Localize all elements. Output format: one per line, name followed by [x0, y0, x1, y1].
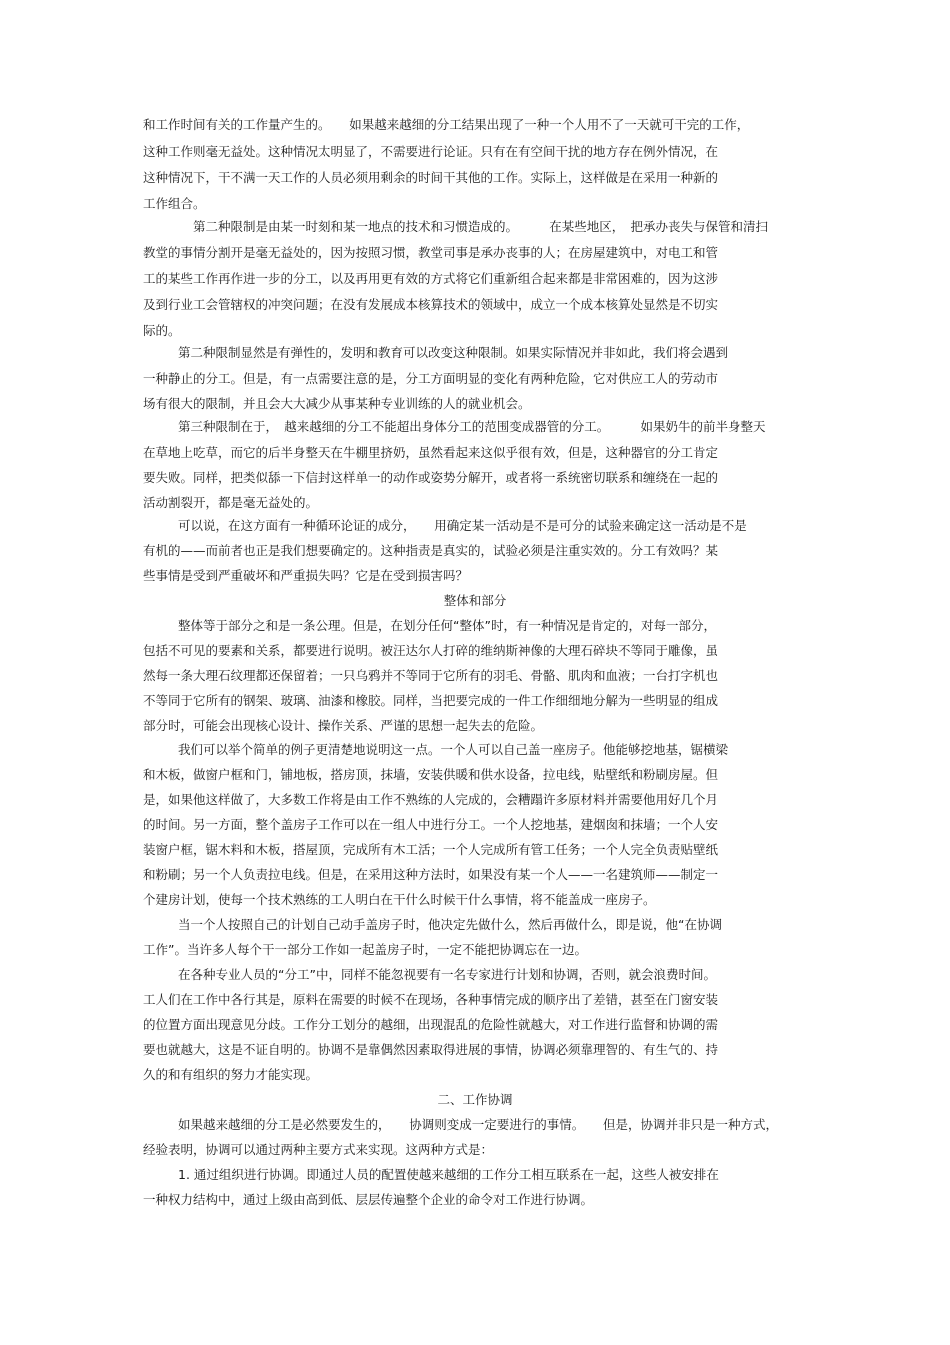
text-line: 部分时，可能会出现核心设计、操作关系、严谨的思想一起失去的危险。 [143, 718, 544, 733]
text-line: 些事情是受到严重破坏和严重损失吗？它是在受到损害吗？ [143, 568, 469, 583]
text-line: 当一个人按照自己的计划自己动手盖房子时，他决定先做什么，然后再做什么，即是说，他“在协调 [178, 917, 722, 932]
text-line: 和工作时间有关的工作量产生的。 如果越来越细的分工结果出现了一种一个人用不了一天就可干完的工作， [143, 117, 750, 132]
text-line: 我们可以举个简单的例子更清楚地说明这一点。一个人可以自己盖一座房子。他能够挖地基，锯横梁 [178, 742, 729, 757]
text-line: 可以说，在这方面有一种循环论证的成分， 用确定某一活动是不是可分的试验来确定这一活动是不是 [178, 518, 747, 533]
text-line: 这种工作则毫无益处。这种情况太明显了，不需要进行论证。只有在有空间干扰的地方存在例外情况，在 [143, 144, 719, 159]
text-line: 第三种限制在于， 越来越细的分工不能超出身体分工的范围变成器管的分工。 如果奶牛的前半身整天 [178, 419, 766, 434]
section-heading: 二、工作协调 [437, 1092, 513, 1107]
text-line: 是，如果他这样做了，大多数工作将是由工作不熟练的人完成的，会糟蹋许多原材料并需要他用好几个月 [143, 792, 719, 807]
text-line: 不等同于它所有的钢架、玻璃、油漆和橡胶。同样，当把要完成的一件工作细细地分解为一些明显的组成 [143, 693, 719, 708]
text-line: 如果越来越细的分工是必然要发生的， 协调则变成一定要进行的事情。 但是，协调并非只是一种方式， [178, 1117, 779, 1132]
text-line: 在各种专业人员的“分工”中，同样不能忽视要有一名专家进行计划和协调，否则，就会浪费时间。 [178, 967, 716, 982]
text-line: 在草地上吃草，而它的后半身整天在牛棚里挤奶，虽然看起来这似乎很有效，但是，这种器官的分工肯定 [143, 445, 719, 460]
section-heading: 整体和部分 [443, 593, 507, 608]
text-line: 个建房计划，使每一个技术熟练的工人明白在干什么时候干什么事情，将不能盖成一座房子。 [143, 892, 656, 907]
text-line: 一种静止的分工。但是，有一点需要注意的是，分工方面明显的变化有两种危险，它对供应工人的劳动市 [143, 371, 719, 386]
text-line: 教堂的事情分割开是毫无益处的，因为按照习惯，教堂司事是承办丧事的人；在房屋建筑中，对电工和管 [143, 245, 719, 260]
text-line: 场有很大的限制，并且会大大减少从事某种专业训练的人的就业机会。 [143, 396, 531, 411]
text-line: 一种权力结构中，通过上级由高到低、层层传遍整个企业的命令对工作进行协调。 [143, 1192, 594, 1207]
text-line: 和木板，做窗户框和门，铺地板，搭房顶，抹墙，安装供暖和供水设备，拉电线，贴壁纸和粉刷房屋。但 [143, 767, 719, 782]
text-line: 际的。 [143, 323, 181, 338]
text-line: 1. 通过组织进行协调。即通过人员的配置使越来越细的工作分工相互联系在一起，这些人被安排在 [178, 1167, 719, 1182]
text-line: 有机的——而前者也正是我们想要确定的。这种指责是真实的，试验必须是注重实效的。分工有效吗？某 [143, 543, 719, 558]
text-line: 的位置方面出现意见分歧。工作分工划分的越细，出现混乱的危险性就越大，对工作进行监督和协调的需 [143, 1017, 719, 1032]
text-line: 装窗户框，锯木料和木板，搭屋顶，完成所有木工活；一个人完成所有管工任务；一个人完全负责贴壁纸 [143, 842, 719, 857]
text-line: 整体等于部分之和是一条公理。但是，在划分任何“整体”时，有一种情况是肯定的，对每一部分， [178, 618, 716, 633]
text-line: 包括不可见的要素和关系，都要进行说明。被汪达尔人打碎的维纳斯神像的大理石碎块不等同于雕像，虽 [143, 643, 719, 658]
text-line: 第二种限制是由某一时刻和某一地点的技术和习惯造成的。 在某些地区， 把承办丧失与保管和清扫 [193, 219, 769, 234]
text-line: 工作”。当许多人每个干一部分工作如一起盖房子时，一定不能把协调忘在一边。 [143, 942, 587, 957]
text-line: 经验表明，协调可以通过两种主要方式来实现。这两种方式是： [143, 1142, 494, 1157]
text-line: 工的某些工作再作进一步的分工，以及再用更有效的方式将它们重新组合起来都是非常困难的，因为这涉 [143, 271, 719, 286]
text-line: 第二种限制显然是有弹性的，发明和教育可以改变这种限制。如果实际情况并非如此，我们将会遇到 [178, 345, 729, 360]
text-line: 然每一条大理石纹理都还保留着；一只乌鸦并不等同于它所有的羽毛、骨骼、肌肉和血液；一台打字机也 [143, 668, 719, 683]
text-line: 久的和有组织的努力才能实现。 [143, 1067, 319, 1082]
text-line: 及到行业工会管辖权的冲突问题；在没有发展成本核算技术的领域中，成立一个成本核算处显然是不切实 [143, 297, 719, 312]
text-line: 这种情况下，干不满一天工作的人员必须用剩余的时间干其他的工作。实际上，这样做是在采用一种新的 [143, 170, 719, 185]
text-line: 工作组合。 [143, 196, 206, 211]
text-line: 要也就越大，这是不证自明的。协调不是靠偶然因素取得进展的事情，协调必须靠理智的、有生气的、持 [143, 1042, 719, 1057]
text-line: 要失败。同样，把类似舔一下信封这样单一的动作或姿势分解开，或者将一系统密切联系和缠绕在一起的 [143, 470, 719, 485]
text-line: 和粉刷；另一个人负责拉电线。但是，在采用这种方法时，如果没有某一个人——一名建筑师——制定一 [143, 867, 719, 882]
text-line: 工人们在工作中各行其是，原料在需要的时候不在现场，各种事情完成的顺序出了差错，甚至在门窗安装 [143, 992, 719, 1007]
text-line: 的时间。另一方面，整个盖房子工作可以在一组人中进行分工。一个人挖地基，建烟囱和抹墙；一个人安 [143, 817, 719, 832]
text-line: 活动割裂开，都是毫无益处的。 [143, 495, 319, 510]
